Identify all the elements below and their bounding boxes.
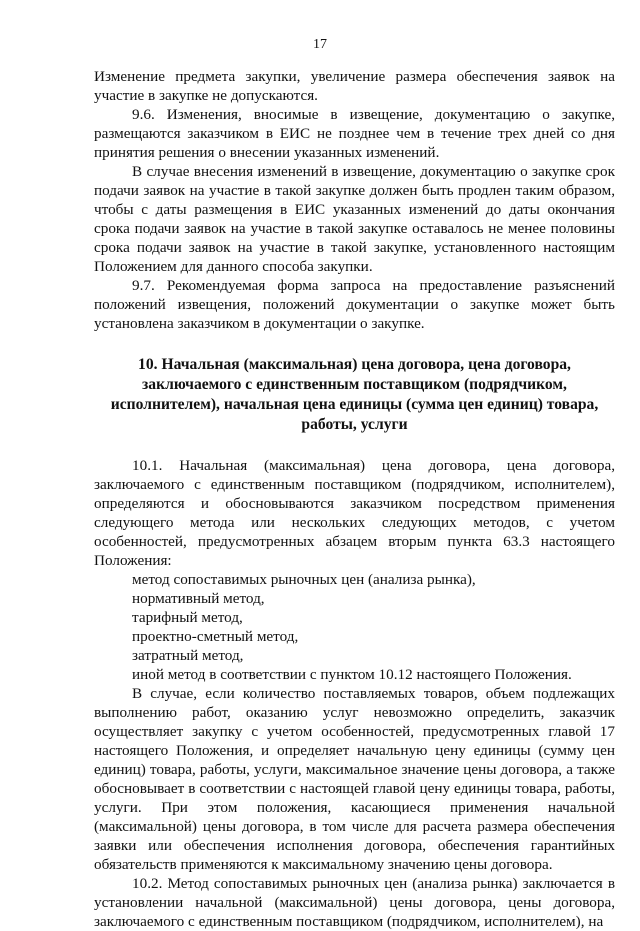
paragraph-10-1: 10.1. Начальная (максимальная) цена договора, цена договора, заключаемого с единственным поставщиком (подрядчиком, исполнителем), определяются и обосновываются заказчиком посредством применения следующего метода или нескольких следующих методов, с учетом особенностей, предусмотренных абзацем вторым пункта 63.3 настоящего Положения:	[94, 457, 615, 569]
method-item: метод сопоставимых рыночных цен (анализа рынка),	[132, 571, 476, 588]
page-number: 17	[313, 37, 327, 52]
page-content	[94, 67, 615, 931]
paragraph-9-7: 9.7. Рекомендуемая форма запроса на предоставление разъяснений положений извещения, положений документации о закупке может быть установлена заказчиком в документации о закупке.	[94, 277, 615, 332]
method-item: нормативный метод,	[132, 590, 265, 607]
method-item: затратный метод,	[132, 647, 244, 664]
paragraph-10-2: 10.2. Метод сопоставимых рыночных цен (анализа рынка) заключается в установлении начальной (максимальной) цены договора, цены договора, заключаемого с единственным поставщиком (подрядчиком, исполнителем), на	[94, 875, 615, 930]
method-item: тарифный метод,	[132, 609, 243, 626]
paragraph: Изменение предмета закупки, увеличение размера обеспечения заявок на участие в закупке не допускаются.	[94, 68, 615, 104]
section-heading: 10. Начальная (максимальная) цена договора, цена договора, заключаемого с единственным поставщиком (подрядчиком, исполнителем), начальная цена единицы (сумма цен единиц) товара, работы, услуги	[110, 356, 599, 433]
method-item: проектно-сметный метод,	[132, 628, 299, 645]
paragraph: В случае, если количество поставляемых товаров, объем подлежащих выполнению работ, оказанию услуг невозможно определить, заказчик осуществляет закупку с учетом особенностей, предусмотренных главой 17 настоящего Положения, и определяет начальную цену единицы (сумму цен единиц) товара, работы, услуги, максимальное значение цены договора, а также обосновывает в соответствии с настоящей главой цену единицы товара, работы, услуги. При этом положения, касающиеся применения начальной (максимальной) цены договора, в том числе для расчета размера обеспечения заявки или обеспечения исполнения договора, обеспечения гарантийных обязательств применяются к максимальному значению цены договора.	[94, 685, 615, 873]
paragraph: В случае внесения изменений в извещение, документацию о закупке срок подачи заявок на участие в такой закупке должен быть продлен таким образом, чтобы с даты размещения в ЕИС указанных изменений до даты окончания срока подачи заявок на участие в такой закупке оставалось не менее половины срока подачи заявок на участие в такой закупке, установленного настоящим Положением для данного способа закупки.	[94, 163, 615, 275]
method-item: иной метод в соответствии с пунктом 10.12 настоящего Положения.	[132, 666, 572, 683]
paragraph-9-6: 9.6. Изменения, вносимые в извещение, документацию о закупке, размещаются заказчиком в ЕИС не позднее чем в течение трех дней со дня принятия решения о внесении указанных изменений.	[94, 106, 615, 161]
